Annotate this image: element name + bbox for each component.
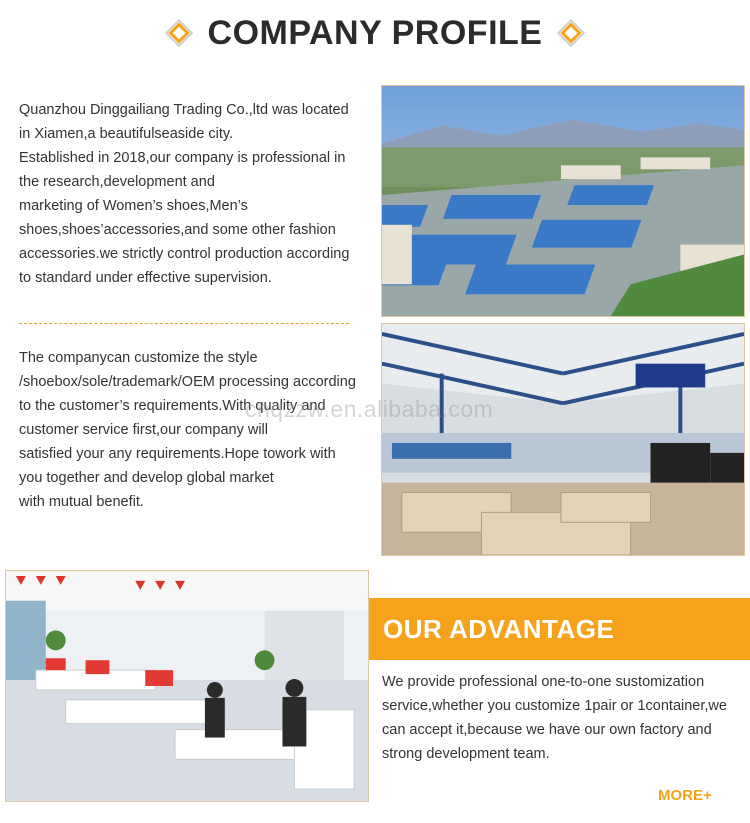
more-link[interactable]: MORE+ — [658, 787, 712, 804]
office-photo — [5, 570, 369, 802]
page-title: COMPANY PROFILE — [207, 13, 543, 52]
company-intro-text: Quanzhou Dinggailiang Trading Co.,ltd was located in Xiamen,a beautifulseaside city. Established in 2018,our company is professional in the research,development and marketing of Women’s shoes,Men’s shoes,shoes’accessories,and some other fashion accessories.we strictly control production according to standard under effective supervision. — [19, 102, 350, 286]
diamond-left-icon — [164, 18, 194, 48]
diamond-right-icon — [556, 18, 586, 48]
dashed-divider — [19, 323, 349, 324]
aerial-factory-photo — [381, 85, 745, 317]
advantage-text: We provide professional one-to-one sustomization service,whether you customize 1pair or 1container,we can accept it,because we have our own factory and strong development team. — [382, 674, 727, 762]
customization-text: The companycan customize the style /shoebox/sole/trademark/OEM processing according to the customer’s requirements.With quality and customer service first,our company will satisfied your any requirements.Hope towork with you together and develop global market with mutual benefit. — [19, 350, 356, 510]
advantage-banner — [369, 598, 750, 660]
warehouse-photo — [381, 323, 745, 556]
watermark: cnqzzw.en.alibaba.com — [245, 396, 494, 422]
advantage-title: OUR ADVANTAGE — [383, 613, 615, 644]
section-header — [0, 8, 750, 58]
